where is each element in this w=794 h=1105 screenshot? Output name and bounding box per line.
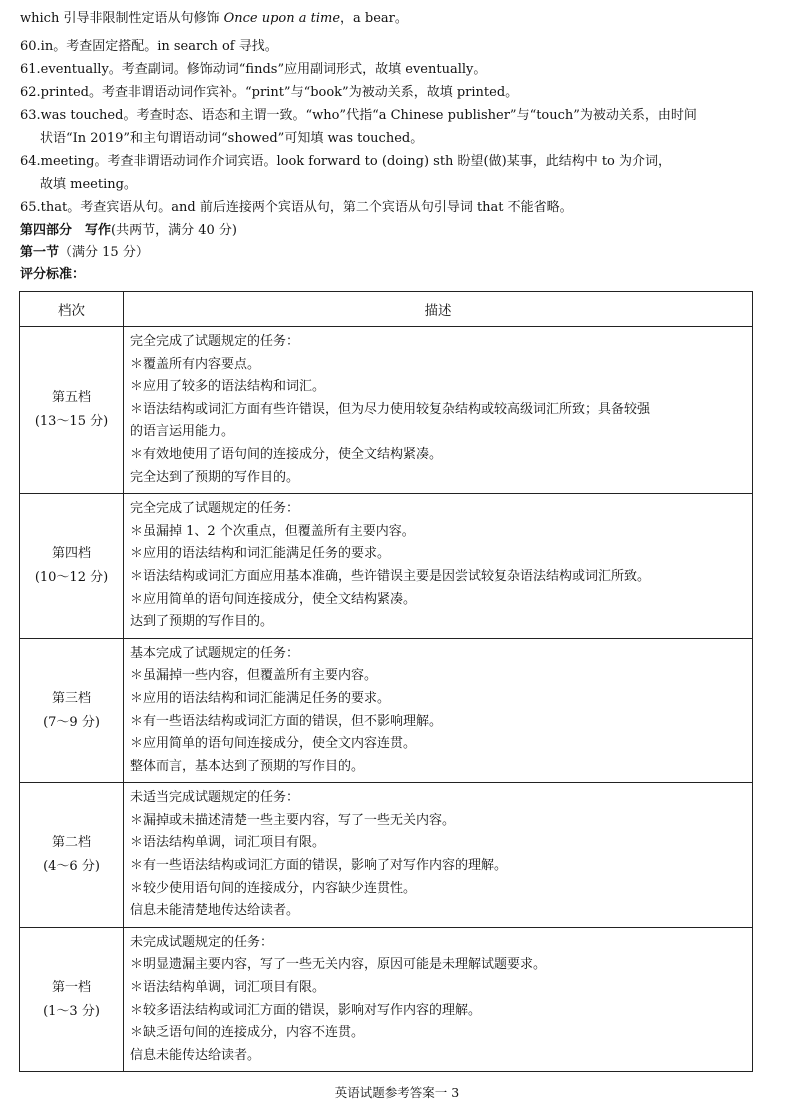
desc-line: ＊应用简单的语句间连接成分，使全文内容连贯。 bbox=[130, 736, 417, 752]
level-name: 第二档 bbox=[51, 835, 91, 851]
answer-65: 65.that。考查宾语从句。and 前后连接两个宾语从句，第二个宾语从句引导词 that 不能省略。 bbox=[20, 200, 573, 215]
table-row-level2 bbox=[20, 783, 753, 928]
desc-line: ＊虽漏掉 1、2 个次重点，但覆盖所有主要内容。 bbox=[130, 523, 415, 539]
answer-63-line2: 状语“In 2019”和主句谓语动词“showed”可知填 was touched。 bbox=[40, 131, 424, 146]
desc-line: 达到了预期的写作目的。 bbox=[130, 614, 274, 630]
level-range: (4～6 分) bbox=[43, 859, 100, 875]
level-range: (10～12 分) bbox=[34, 569, 109, 585]
level-name: 第一档 bbox=[51, 979, 91, 995]
part4-title: 第四部分 写作 bbox=[20, 223, 112, 238]
desc-line: 完全完成了试题规定的任务： bbox=[130, 501, 300, 517]
desc-line: 信息未能清楚地传达给读者。 bbox=[130, 903, 300, 919]
criteria-label: 评分标准： bbox=[20, 267, 86, 282]
answer-64-line2: 故填 meeting。 bbox=[40, 177, 137, 192]
header-level: 档次 bbox=[20, 292, 124, 327]
desc-line: ＊应用简单的语句间连接成分，使全文结构紧凑。 bbox=[130, 591, 417, 607]
desc-line: ＊语法结构或词汇方面有些许错误，但为尽力使用较复杂结构或较高级词汇所致；具备较强 bbox=[130, 401, 651, 417]
description-cell bbox=[124, 327, 753, 494]
part4-title-note: (共两节，满分 40 分) bbox=[111, 223, 237, 238]
answer-63-line1: 63.was touched。考查时态、语态和主谓一致。“who”代指“a Chinese publisher”与“touch”为被动关系，由时间 bbox=[20, 108, 697, 123]
level-name: 第四档 bbox=[51, 545, 91, 561]
description-cell bbox=[124, 638, 753, 783]
section1-note: （满分 15 分） bbox=[59, 245, 149, 260]
answer-60: 60.in。考查固定搭配。in search of 寻找。 bbox=[20, 39, 278, 54]
desc-line: 完全完成了试题规定的任务： bbox=[130, 334, 300, 349]
desc-line: ＊语法结构单调，词汇项目有限。 bbox=[130, 835, 326, 851]
description-cell bbox=[124, 927, 753, 1072]
desc-line: ＊较少使用语句间的连接成分，内容缺少连贯性。 bbox=[130, 880, 417, 896]
desc-line: 整体而言，基本达到了预期的写作目的。 bbox=[130, 758, 365, 774]
level-cell bbox=[20, 927, 124, 1072]
desc-line: ＊应用的语法结构和词汇能满足任务的要求。 bbox=[130, 546, 391, 562]
level-cell bbox=[20, 783, 124, 928]
level-range: (13～15 分) bbox=[34, 414, 109, 430]
part4-heading bbox=[20, 221, 237, 241]
desc-line: ＊有一些语法结构或词汇方面的错误，但不影响理解。 bbox=[130, 713, 443, 729]
level-name: 第五档 bbox=[51, 390, 91, 406]
level-range: (7～9 分) bbox=[43, 714, 100, 730]
header-description: 描述 bbox=[124, 292, 753, 327]
italic-phrase: Once upon a time bbox=[223, 11, 341, 26]
description-cell bbox=[124, 494, 753, 639]
table-row-level4 bbox=[20, 494, 753, 639]
desc-line: 基本完成了试题规定的任务： bbox=[130, 645, 300, 661]
answer-62: 62.printed。考查非谓语动词作宾补。“print”与“book”为被动关系，故填 printed。 bbox=[20, 85, 519, 100]
desc-line: 未适当完成试题规定的任务： bbox=[130, 790, 300, 806]
description-cell bbox=[124, 783, 753, 928]
level-cell bbox=[20, 494, 124, 639]
table-row-level5 bbox=[20, 327, 753, 494]
level-cell bbox=[20, 327, 124, 494]
desc-line: 信息未能传达给读者。 bbox=[130, 1047, 261, 1063]
desc-line: ＊虽漏掉一些内容，但覆盖所有主要内容。 bbox=[130, 668, 378, 684]
desc-line: ＊语法结构单调，词汇项目有限。 bbox=[130, 980, 326, 996]
desc-line: 未完成试题规定的任务： bbox=[130, 934, 274, 950]
desc-line: 完全达到了预期的写作目的。 bbox=[130, 469, 300, 485]
desc-line: 的语言运用能力。 bbox=[130, 424, 235, 440]
desc-line: ＊应用的语法结构和词汇能满足任务的要求。 bbox=[130, 690, 391, 706]
answer-61: 61.eventually。考查副词。修饰动词“finds”应用副词形式，故填 eventually。 bbox=[20, 62, 487, 77]
desc-line: ＊应用了较多的语法结构和词汇。 bbox=[130, 379, 326, 395]
table-header-row bbox=[20, 292, 753, 327]
answer-64-line1: 64.meeting。考查非谓语动词作介词宾语。look forward to (doing) sth 盼望(做)某事，此结构中 to 为介词， bbox=[20, 154, 672, 169]
level-cell bbox=[20, 638, 124, 783]
answer-line-59-cont: which 引导非限制性定语从句修饰 Once upon a time，a bear。 bbox=[20, 11, 408, 26]
desc-line: ＊缺乏语句间的连接成分，内容不连贯。 bbox=[130, 1025, 365, 1041]
table-row-level3 bbox=[20, 638, 753, 783]
desc-line: ＊覆盖所有内容要点。 bbox=[130, 356, 261, 372]
desc-line: ＊漏掉或未描述清楚一些主要内容，写了一些无关内容。 bbox=[130, 812, 456, 828]
desc-line: ＊有一些语法结构或词汇方面的错误，影响了对写作内容的理解。 bbox=[130, 858, 508, 874]
scoring-table bbox=[19, 291, 753, 1072]
page-footer: 英语试题参考答案一 3 bbox=[334, 1085, 460, 1100]
desc-line: ＊明显遗漏主要内容，写了一些无关内容，原因可能是未理解试题要求。 bbox=[130, 957, 547, 973]
level-range: (1～3 分) bbox=[43, 1003, 100, 1019]
desc-line: ＊语法结构或词汇方面应用基本准确，些许错误主要是因尝试较复杂语法结构或词汇所致。 bbox=[130, 568, 651, 584]
level-name: 第三档 bbox=[51, 690, 91, 706]
desc-line: ＊较多语法结构或词汇方面的错误，影响对写作内容的理解。 bbox=[130, 1002, 482, 1018]
section1-heading bbox=[20, 243, 149, 263]
section1-title: 第一节 bbox=[20, 245, 60, 260]
table-row-level1 bbox=[20, 927, 753, 1072]
desc-line: ＊有效地使用了语句间的连接成分，使全文结构紧凑。 bbox=[130, 446, 443, 462]
